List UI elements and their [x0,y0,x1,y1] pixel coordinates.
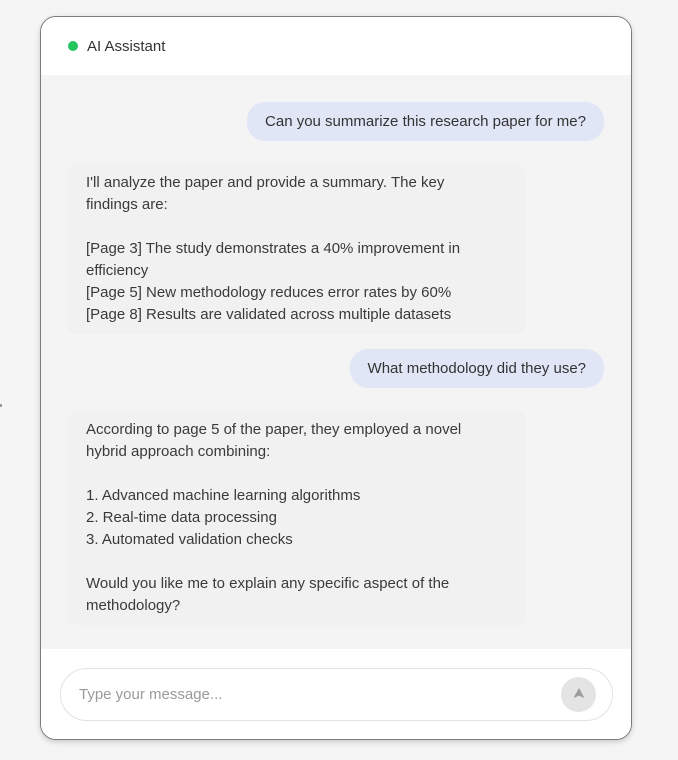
edge-mark [0,404,2,407]
send-arrow-icon [572,686,586,703]
chat-window [40,16,632,740]
input-bar [41,649,631,740]
user-message: Can you summarize this research paper for me? [247,102,604,141]
assistant-message: According to page 5 of the paper, they employed a novel hybrid approach combining: 1. Advanced machine learning algorithms 2. Real-time data processing 3. Automated validation checks Would you like me to explain any specific aspect of the methodology? [68,411,525,625]
message-input-container [60,668,613,721]
messages-area[interactable] [41,75,631,649]
send-button[interactable] [561,677,596,712]
user-message: What methodology did they use? [350,349,604,388]
assistant-title: AI Assistant [87,37,166,55]
message-input[interactable] [79,669,549,720]
online-status-indicator [68,41,78,51]
assistant-message: I'll analyze the paper and provide a summary. The key findings are: [Page 3] The study demonstrates a 40% improvement in efficiency [Page 5] New methodology reduces error rates by 60% [Page 8] Results are validated across multiple datasets [68,164,525,334]
chat-header [41,17,631,75]
